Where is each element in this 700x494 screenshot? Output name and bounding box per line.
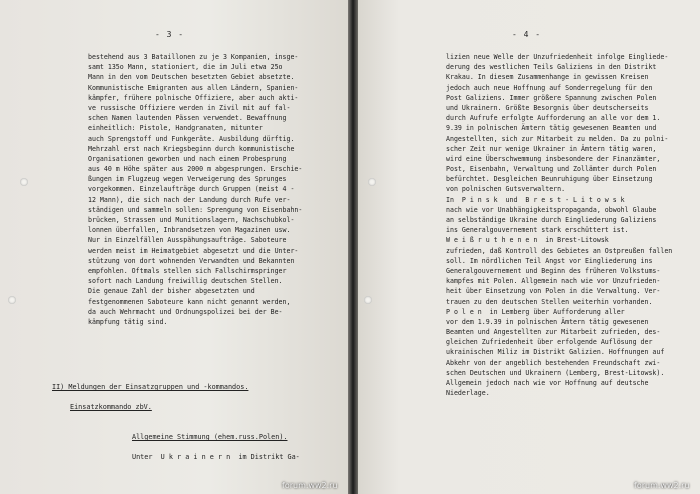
- text-line: Die genaue Zahl der bisher abgesetzten und: [88, 287, 255, 296]
- text-line: 9.39 in polnischen Ämtern tätig gewesenen Beamten und: [446, 124, 657, 133]
- text-line: ßungen im Flugzeug wegen Verweigerung des Sprunges: [88, 175, 287, 184]
- text-line: ins Generalgouvernement stark erschüttert ist.: [446, 226, 629, 235]
- text-line: sofort nach Landung freiwillig deutschen Stellen.: [88, 277, 283, 286]
- page-number: - 3 -: [155, 30, 185, 39]
- text-line: trauen zu den deutschen Stellen weiterhin vorhanden.: [446, 297, 653, 306]
- text-line: In P i n s k und B r e s t - L i t o w s k: [446, 195, 625, 204]
- text-line: vor dem 1.9.39 in polnischen Ämtern tätig gewesenen: [446, 317, 649, 326]
- text-line: P o l e n in Lemberg über Aufforderung aller: [446, 307, 625, 316]
- topic-heading: Allgemeine Stimmung (ehem.russ.Polen).: [132, 433, 288, 441]
- text-line: schen Deutschen und Ukrainern (Lemberg, Brest-Litowsk).: [446, 368, 665, 377]
- watermark: forum.ww2.ru: [282, 481, 338, 490]
- subheading: Einsatzkommando zbV.: [70, 403, 152, 411]
- punch-hole: [20, 178, 28, 186]
- text-line: Abkehr von der angeblich bestehenden Freundschaft zwi-: [446, 358, 661, 367]
- section-heading: II) Meldungen der Einsatzgruppen und -kommandos.: [52, 383, 249, 391]
- text-line: ve russische Offiziere werden in Zivil mit auf fal-: [88, 103, 291, 112]
- text-line: lonnen überfallen, Inbrandsetzen von Magazinen usw.: [88, 226, 291, 235]
- text-line: Angestellten, sich zur Mitarbeit zu melden. Da zu polni-: [446, 134, 669, 143]
- text-line: werden meist im Heimatgebiet abgesetzt und die Unter-: [88, 246, 299, 255]
- body-text: [88, 52, 302, 327]
- text-line: samt 135o Mann, stationiert, die im Juli etwa 25o: [88, 63, 283, 72]
- text-line: vorgekommen. Einzelaufträge durch Gruppen (meist 4 -: [88, 185, 295, 194]
- text-line: W e i ß r u t h e n e n in Brest-Litowsk: [446, 236, 609, 245]
- watermark: forum.ww2.ru: [634, 481, 690, 490]
- punch-hole: [368, 178, 376, 186]
- text-line: nach wie vor Unabhängigkeitspropaganda, obwohl Glaube: [446, 205, 657, 214]
- text-line: zufrieden, daß Kontroll des Gebietes an Ostpreußen fallen: [446, 246, 673, 255]
- text-line: Generalgouvernement und Beginn des früheren Volkstums-: [446, 266, 661, 275]
- last-line: Unter U k r a i n e r n im Distrikt Ga-: [132, 453, 300, 461]
- text-line: jedoch auch neue Hoffnung auf Sonderregelung für den: [446, 83, 653, 92]
- text-line: scher Zeit nur wenige Ukrainer in Ämtern tätig waren,: [446, 144, 657, 153]
- text-line: festgenommenen Saboteure kann nicht genannt werden,: [88, 297, 291, 306]
- text-line: Mann in den vom Deutschen besetzten Gebiet absetzte.: [88, 73, 295, 82]
- right-page: [358, 0, 700, 494]
- text-line: Post, Eisenbahn, Verwaltung und Zollämter durch Polen: [446, 165, 657, 174]
- text-line: schen Namen lautenden Pässen verwendet. Bewaffnung: [88, 114, 287, 123]
- text-line: bestehend aus 3 Bataillonen zu je 3 Kompanien, insge-: [88, 53, 299, 61]
- text-line: Post Galiziens. Immer größere Spannung zwischen Polen: [446, 93, 657, 102]
- text-line: Niederlage.: [446, 389, 490, 398]
- text-line: heit über Einsetzung von Polen in die Verwaltung. Ver-: [446, 287, 661, 296]
- text-line: stützung von dort wohnenden Verwandten und Bekannten: [88, 256, 295, 265]
- book-gutter: [348, 0, 358, 494]
- text-line: lizien neue Welle der Unzufriedenheit infolge Eingliede-: [446, 53, 669, 61]
- text-line: befürchtet. Desgleichen Beunruhigung über Einsetzung: [446, 175, 653, 184]
- text-line: kämpfung tätig sind.: [88, 317, 168, 326]
- text-line: ständigen und sammeln sollen: Sprengung von Eisenbahn-: [88, 205, 303, 214]
- text-line: und Ukrainern. Größte Besorgnis über deutscherseits: [446, 103, 649, 112]
- text-line: Krakau. In diesem Zusammenhange in gewissen Kreisen: [446, 73, 649, 82]
- left-page: [0, 0, 348, 494]
- text-line: wird eine Überschwemmung insbesondere der Finanzämter,: [446, 154, 661, 163]
- text-line: 12 Mann), die sich nach der Landung durch Rufe ver-: [88, 195, 291, 204]
- text-line: aus 40 m Höhe später aus 2000 m abgesprungen. Erschie-: [88, 165, 303, 174]
- text-line: gleichen Zufriedenheit über erfolgende Auflösung der: [446, 338, 653, 347]
- text-line: kampfes mit Polen. Allgemein nach wie vor Unzufrieden-: [446, 277, 661, 286]
- text-line: Nur in Einzelfällen Ausspähungsaufträge. Saboteure: [88, 236, 287, 245]
- text-line: an selbständige Ukraine durch Eingliederung Galiziens: [446, 216, 657, 224]
- text-line: empfohlen. Oftmals stellen sich Fallschirmspringer: [88, 266, 287, 275]
- text-line: da auch Wehrmacht und Ordnungspolizei bei der Be-: [88, 307, 283, 316]
- text-line: einheitlich: Pistole, Handgranaten, mitunter: [88, 124, 263, 133]
- text-line: Mehrzahl erst nach Kriegsbeginn durch kommunistische: [88, 144, 295, 153]
- page-number: - 4 -: [512, 30, 542, 39]
- text-line: Kommunistische Emigranten aus allen Ländern, Spanien-: [88, 83, 299, 92]
- text-line: Allgemein jedoch nach wie vor Hoffnung auf deutsche: [446, 379, 649, 387]
- text-line: von polnischen Gutsverwaltern.: [446, 185, 566, 194]
- text-line: Beamten und Angestellten zur Mitarbeit zufrieden, des-: [446, 328, 661, 337]
- text-line: Organisationen geworben und nach einem Probesprung: [88, 154, 287, 163]
- punch-hole: [364, 296, 372, 304]
- text-line: kämpfer, frühere polnische Offiziere, aber auch akti-: [88, 93, 299, 102]
- text-line: ukrainischen Miliz im Distrikt Galizien. Hoffnungen auf: [446, 348, 665, 357]
- text-line: auch Sprengstoff und Funkgeräte. Ausbildung dürftig.: [88, 134, 295, 143]
- body-text: [446, 52, 672, 398]
- text-line: brücken, Strassen und Munitionslagern, Nachschubkol-: [88, 216, 295, 224]
- text-line: derung des westlichen Teils Galiziens in den Distrikt: [446, 63, 657, 72]
- text-line: durch Aufrufe erfolgte Aufforderung an alle vor dem 1.: [446, 114, 661, 123]
- punch-hole: [8, 296, 16, 304]
- text-line: soll. Im nördlichen Teil Angst vor Eingliederung ins: [446, 256, 653, 265]
